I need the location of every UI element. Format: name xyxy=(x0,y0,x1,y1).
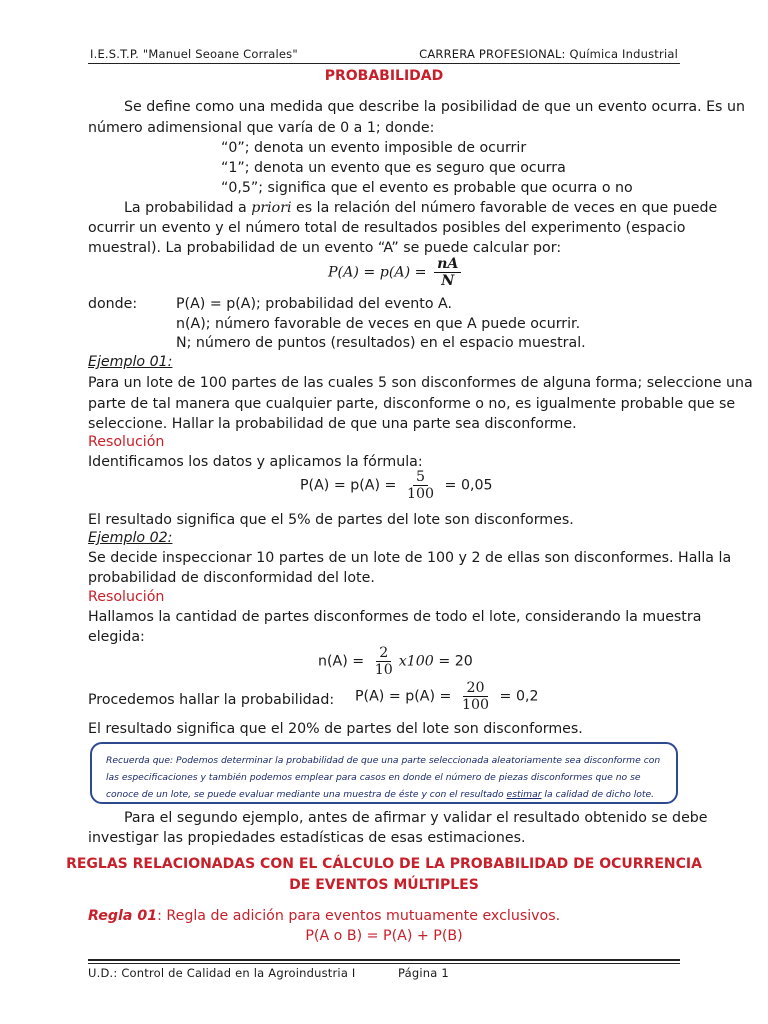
intro-item-1: “1”; denota un evento que es seguro que ocurra xyxy=(221,160,566,176)
prob-numerator: 20 xyxy=(463,680,487,697)
formula-numerator: nA xyxy=(434,256,461,273)
example-2-probability-label: Procedemos hallar la probabilidad: xyxy=(88,692,335,708)
example-2-line-2: probabilidad de disconformidad del lote. xyxy=(88,570,375,586)
page-title: PROBABILIDAD xyxy=(324,68,444,84)
prob-fraction xyxy=(459,680,492,713)
footer-course: U.D.: Control de Calidad en la Agroindustria I xyxy=(88,966,356,980)
rule-01-text: : Regla de adición para eventos mutuamente exclusivos. xyxy=(157,908,561,924)
rules-heading-1: REGLAS RELACIONADAS CON EL CÁLCULO DE LA PROBABILIDAD DE OCURRENCIA xyxy=(66,856,702,872)
prob-formula-lhs: P(A) = p(A) = xyxy=(355,688,456,705)
header-institution: I.E.S.T.P. "Manuel Seoane Corrales" xyxy=(90,47,298,61)
prob-denominator: 100 xyxy=(461,697,490,713)
example-2-line-1: Se decide inspeccionar 10 partes de un lote de 100 y 2 de ellas son disconformes. Halla la xyxy=(88,550,732,566)
prob-formula-rhs: = 0,2 xyxy=(495,688,539,705)
intro-item-2: “0,5”; significa que el evento es probable que ocurra o no xyxy=(221,180,633,196)
donde-def-3: N; número de puntos (resultados) en el espacio muestral. xyxy=(176,335,586,351)
footer-page: Página 1 xyxy=(398,966,449,980)
example-1-fraction xyxy=(404,469,437,502)
priori-line-3: muestral). La probabilidad de un evento “A” se puede calcular por: xyxy=(88,240,562,256)
example-2-conclusion: El resultado significa que el 20% de partes del lote son disconformes. xyxy=(88,721,583,737)
rule-01-formula: P(A o B) = P(A) + P(B) xyxy=(305,928,463,944)
rule-01-line xyxy=(88,906,560,926)
example-1-formula xyxy=(300,469,493,502)
header-rule xyxy=(88,63,680,64)
example-1-resolution-label: Resolución xyxy=(88,434,165,450)
example-2-count-formula xyxy=(318,645,473,678)
header-career: CARRERA PROFESIONAL: Química Industrial xyxy=(419,47,678,61)
example-1-conclusion: El resultado significa que el 5% de partes del lote son disconformes. xyxy=(88,512,574,528)
footer-rule-thin xyxy=(88,963,680,964)
priori-line-1 xyxy=(124,198,717,218)
footer-rule-thick xyxy=(88,959,680,961)
example-2-title: Ejemplo 02: xyxy=(88,530,173,546)
example-2-probability-formula xyxy=(355,680,539,713)
count-fraction xyxy=(372,645,396,678)
example-1-formula-lhs: P(A) = p(A) = xyxy=(300,477,401,494)
example-1-line-2: parte de tal manera que cualquier parte, disconforme o no, es igualmente probable que se xyxy=(88,396,736,412)
note-text-a: Recuerda que: Podemos determinar la probabilidad de que una parte seleccionada aleatoriamente sea disconforme con las especificaciones y también podemos emplear para casos en donde el número de piezas disconformes que no se conoce de un lote, se puede evaluar mediante una muestra de éste y con el resultado xyxy=(106,755,661,800)
count-numerator: 2 xyxy=(376,645,391,662)
intro-item-0: “0”; denota un evento imposible de ocurrir xyxy=(221,140,527,156)
rules-heading-2: DE EVENTOS MÚLTIPLES xyxy=(289,877,479,893)
reminder-note-box xyxy=(90,742,678,804)
rule-01-label: Regla 01 xyxy=(88,908,158,924)
donde-def-1: P(A) = p(A); probabilidad del evento A. xyxy=(176,296,453,312)
example-1-numerator: 5 xyxy=(413,469,428,486)
example-2-resolution-line-1: Hallamos la cantidad de partes disconformes de todo el lote, considerando la muestra xyxy=(88,609,702,625)
example-1-line-1: Para un lote de 100 partes de las cuales 5 son disconformes de alguna forma; seleccione una xyxy=(88,375,753,391)
donde-def-2: n(A); número favorable de veces en que A puede ocurrir. xyxy=(176,316,581,332)
intro-line-2: número adimensional que varía de 0 a 1; donde: xyxy=(88,120,435,136)
example-1-formula-rhs: = 0,05 xyxy=(440,477,493,494)
formula-denominator: N xyxy=(441,273,455,289)
example-1-resolution-text: Identificamos los datos y aplicamos la fórmula: xyxy=(88,454,423,470)
intro-line-1: Se define como una medida que describe la posibilidad de que un evento ocurra. Es un xyxy=(124,99,745,115)
donde-label: donde: xyxy=(88,296,138,312)
count-multiplier: x100 xyxy=(398,653,434,670)
priori-line-1-a: La probabilidad a xyxy=(124,200,252,216)
example-2-resolution-label: Resolución xyxy=(88,589,165,605)
example-2-resolution-line-2: elegida: xyxy=(88,629,145,645)
count-formula-lhs: n(A) = xyxy=(318,653,369,670)
after-line-2: investigar las propiedades estadísticas de esas estimaciones. xyxy=(88,830,526,846)
priori-line-1-b: es la relación del número favorable de veces en que puede xyxy=(291,200,718,216)
formula-probability xyxy=(328,256,464,289)
example-1-line-3: seleccione. Hallar la probabilidad de que una parte sea disconforme. xyxy=(88,416,577,432)
after-line-1: Para el segundo ejemplo, antes de afirmar y validar el resultado obtenido se debe xyxy=(124,810,708,826)
note-emphasis: estimar xyxy=(506,789,542,800)
formula-lhs: P(A) = p(A) = xyxy=(328,264,432,281)
priori-line-2: ocurrir un evento y el número total de resultados posibles del experimento (espacio xyxy=(88,220,686,236)
example-1-denominator: 100 xyxy=(406,486,435,502)
priori-emphasis: priori xyxy=(251,200,292,216)
note-text-b: la calidad de dicho lote. xyxy=(541,789,655,800)
example-1-title: Ejemplo 01: xyxy=(88,354,173,370)
count-formula-rhs: = 20 xyxy=(433,653,473,670)
reminder-note-text xyxy=(106,752,668,803)
formula-fraction xyxy=(434,256,461,289)
count-denominator: 10 xyxy=(374,662,393,678)
